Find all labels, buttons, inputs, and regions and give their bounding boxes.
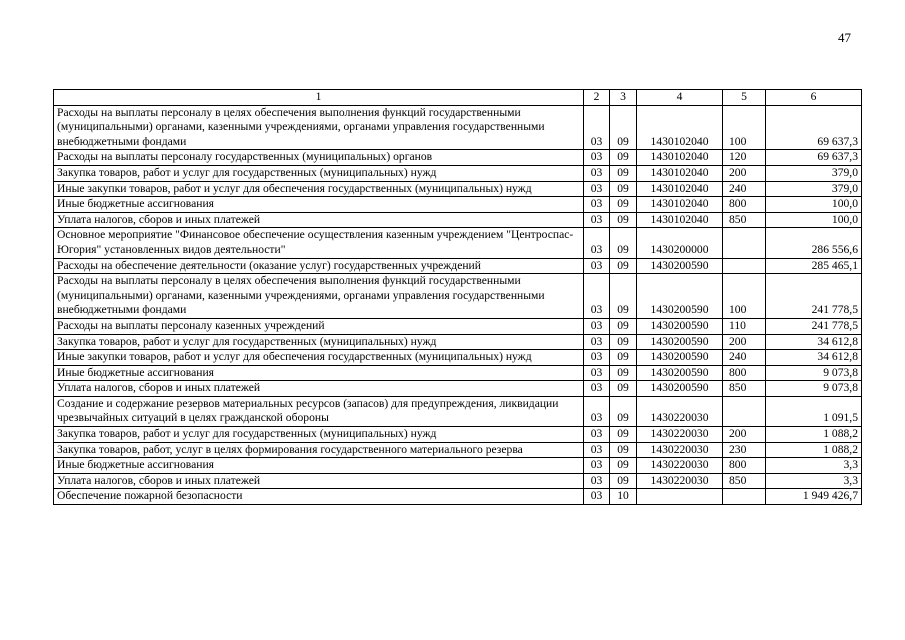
row-name-cell: Расходы на выплаты персоналу в целях обеспечения выполнения функций государственными (муниципальными) органами, казенными учреждениями, органами управления государственными внебюджетными фондами: [54, 105, 584, 150]
table-row: [54, 228, 862, 258]
row-amount-cell: 69 637,3: [766, 105, 862, 150]
row-section-cell: 03: [584, 197, 610, 213]
row-target-article-cell: 1430200000: [637, 228, 723, 258]
row-expense-type-cell: [723, 396, 766, 426]
row-expense-type-cell: 800: [723, 365, 766, 381]
row-expense-type-cell: [723, 228, 766, 258]
row-amount-cell: 69 637,3: [766, 150, 862, 166]
table-row: [54, 427, 862, 443]
header-row: [54, 90, 862, 106]
table-row: [54, 165, 862, 181]
row-subsection-cell: 09: [610, 442, 637, 458]
row-section-cell: 03: [584, 334, 610, 350]
table-row: [54, 350, 862, 366]
row-name-cell: Расходы на обеспечение деятельности (оказание услуг) государственных учреждений: [54, 258, 584, 274]
row-subsection-cell: 09: [610, 197, 637, 213]
row-target-article-cell: 1430220030: [637, 396, 723, 426]
row-amount-cell: 379,0: [766, 181, 862, 197]
row-section-cell: 03: [584, 181, 610, 197]
row-name-cell: Закупка товаров, работ и услуг для государственных (муниципальных) нужд: [54, 165, 584, 181]
table-row: [54, 318, 862, 334]
row-subsection-cell: 09: [610, 458, 637, 474]
page-number: 47: [838, 30, 851, 45]
row-name-cell: Закупка товаров, работ и услуг для государственных (муниципальных) нужд: [54, 427, 584, 443]
row-subsection-cell: 09: [610, 165, 637, 181]
row-amount-cell: 241 778,5: [766, 274, 862, 319]
row-amount-cell: 1 088,2: [766, 427, 862, 443]
table-row: [54, 197, 862, 213]
row-expense-type-cell: 240: [723, 350, 766, 366]
row-subsection-cell: 09: [610, 473, 637, 489]
row-subsection-cell: 09: [610, 427, 637, 443]
row-section-cell: 03: [584, 396, 610, 426]
row-amount-cell: 379,0: [766, 165, 862, 181]
row-target-article-cell: 1430102040: [637, 181, 723, 197]
table-body: [54, 105, 862, 504]
row-expense-type-cell: [723, 258, 766, 274]
row-expense-type-cell: 100: [723, 274, 766, 319]
row-amount-cell: 286 556,6: [766, 228, 862, 258]
table-row: [54, 365, 862, 381]
header-cell: 3: [610, 90, 637, 106]
row-expense-type-cell: 240: [723, 181, 766, 197]
row-expense-type-cell: 200: [723, 165, 766, 181]
budget-table: [53, 89, 862, 505]
row-expense-type-cell: 800: [723, 458, 766, 474]
row-subsection-cell: 09: [610, 334, 637, 350]
table-row: [54, 181, 862, 197]
row-target-article-cell: [637, 489, 723, 505]
row-amount-cell: 1 091,5: [766, 396, 862, 426]
row-expense-type-cell: 850: [723, 473, 766, 489]
row-name-cell: Расходы на выплаты персоналу государственных (муниципальных) органов: [54, 150, 584, 166]
row-subsection-cell: 09: [610, 181, 637, 197]
table-row: [54, 274, 862, 319]
row-section-cell: 03: [584, 258, 610, 274]
row-expense-type-cell: 120: [723, 150, 766, 166]
row-name-cell: Иные бюджетные ассигнования: [54, 458, 584, 474]
table-row: [54, 442, 862, 458]
row-amount-cell: 34 612,8: [766, 350, 862, 366]
row-expense-type-cell: [723, 489, 766, 505]
table-row: [54, 473, 862, 489]
row-subsection-cell: 09: [610, 318, 637, 334]
row-name-cell: Иные бюджетные ассигнования: [54, 197, 584, 213]
row-name-cell: Создание и содержание резервов материальных ресурсов (запасов) для предупреждения, ликвидации чрезвычайных ситуаций в целях гражданской обороны: [54, 396, 584, 426]
row-name-cell: Обеспечение пожарной безопасности: [54, 489, 584, 505]
row-name-cell: Иные закупки товаров, работ и услуг для обеспечения государственных (муниципальных) нужд: [54, 350, 584, 366]
row-target-article-cell: 1430102040: [637, 212, 723, 228]
row-section-cell: 03: [584, 212, 610, 228]
table-row: [54, 105, 862, 150]
row-target-article-cell: 1430200590: [637, 274, 723, 319]
row-amount-cell: 3,3: [766, 473, 862, 489]
header-cell: 1: [54, 90, 584, 106]
row-target-article-cell: 1430200590: [637, 318, 723, 334]
row-name-cell: Закупка товаров, работ, услуг в целях формирования государственного материального резерва: [54, 442, 584, 458]
row-expense-type-cell: 230: [723, 442, 766, 458]
row-section-cell: 03: [584, 165, 610, 181]
row-target-article-cell: 1430102040: [637, 105, 723, 150]
row-amount-cell: 241 778,5: [766, 318, 862, 334]
row-section-cell: 03: [584, 105, 610, 150]
row-name-cell: Закупка товаров, работ и услуг для государственных (муниципальных) нужд: [54, 334, 584, 350]
row-section-cell: 03: [584, 318, 610, 334]
row-expense-type-cell: 200: [723, 334, 766, 350]
row-section-cell: 03: [584, 365, 610, 381]
row-amount-cell: 9 073,8: [766, 365, 862, 381]
table-row: [54, 489, 862, 505]
row-name-cell: Расходы на выплаты персоналу в целях обеспечения выполнения функций государственными (муниципальными) органами, казенными учреждениями, органами управления государственными внебюджетными фондами: [54, 274, 584, 319]
row-subsection-cell: 09: [610, 105, 637, 150]
header-cell: 4: [637, 90, 723, 106]
row-amount-cell: 285 465,1: [766, 258, 862, 274]
row-expense-type-cell: 850: [723, 381, 766, 397]
row-name-cell: Уплата налогов, сборов и иных платежей: [54, 212, 584, 228]
row-expense-type-cell: 800: [723, 197, 766, 213]
row-section-cell: 03: [584, 458, 610, 474]
row-section-cell: 03: [584, 274, 610, 319]
row-target-article-cell: 1430102040: [637, 150, 723, 166]
row-subsection-cell: 09: [610, 228, 637, 258]
row-section-cell: 03: [584, 442, 610, 458]
row-expense-type-cell: 110: [723, 318, 766, 334]
row-section-cell: 03: [584, 150, 610, 166]
header-cell: 6: [766, 90, 862, 106]
row-subsection-cell: 09: [610, 150, 637, 166]
row-subsection-cell: 09: [610, 365, 637, 381]
row-expense-type-cell: 100: [723, 105, 766, 150]
row-name-cell: Иные бюджетные ассигнования: [54, 365, 584, 381]
row-target-article-cell: 1430102040: [637, 165, 723, 181]
row-amount-cell: 9 073,8: [766, 381, 862, 397]
row-subsection-cell: 09: [610, 274, 637, 319]
row-target-article-cell: 1430200590: [637, 381, 723, 397]
row-section-cell: 03: [584, 381, 610, 397]
row-expense-type-cell: 850: [723, 212, 766, 228]
row-section-cell: 03: [584, 350, 610, 366]
row-amount-cell: 1 949 426,7: [766, 489, 862, 505]
table-row: [54, 150, 862, 166]
row-name-cell: Уплата налогов, сборов и иных платежей: [54, 473, 584, 489]
row-target-article-cell: 1430102040: [637, 197, 723, 213]
row-amount-cell: 3,3: [766, 458, 862, 474]
table-row: [54, 396, 862, 426]
table-row: [54, 212, 862, 228]
row-amount-cell: 34 612,8: [766, 334, 862, 350]
row-amount-cell: 100,0: [766, 197, 862, 213]
row-subsection-cell: 09: [610, 381, 637, 397]
row-section-cell: 03: [584, 489, 610, 505]
row-name-cell: Иные закупки товаров, работ и услуг для обеспечения государственных (муниципальных) нужд: [54, 181, 584, 197]
table-row: [54, 334, 862, 350]
table-row: [54, 381, 862, 397]
row-section-cell: 03: [584, 427, 610, 443]
row-subsection-cell: 09: [610, 258, 637, 274]
row-target-article-cell: 1430220030: [637, 473, 723, 489]
row-section-cell: 03: [584, 228, 610, 258]
row-amount-cell: 1 088,2: [766, 442, 862, 458]
header-cell: 2: [584, 90, 610, 106]
row-target-article-cell: 1430200590: [637, 350, 723, 366]
row-amount-cell: 100,0: [766, 212, 862, 228]
table-row: [54, 458, 862, 474]
row-expense-type-cell: 200: [723, 427, 766, 443]
row-name-cell: Уплата налогов, сборов и иных платежей: [54, 381, 584, 397]
row-subsection-cell: 09: [610, 396, 637, 426]
row-target-article-cell: 1430200590: [637, 334, 723, 350]
row-target-article-cell: 1430200590: [637, 258, 723, 274]
table-row: [54, 258, 862, 274]
row-section-cell: 03: [584, 473, 610, 489]
row-subsection-cell: 10: [610, 489, 637, 505]
row-name-cell: Расходы на выплаты персоналу казенных учреждений: [54, 318, 584, 334]
row-subsection-cell: 09: [610, 350, 637, 366]
row-subsection-cell: 09: [610, 212, 637, 228]
row-target-article-cell: 1430220030: [637, 427, 723, 443]
row-target-article-cell: 1430220030: [637, 458, 723, 474]
header-cell: 5: [723, 90, 766, 106]
row-target-article-cell: 1430220030: [637, 442, 723, 458]
row-target-article-cell: 1430200590: [637, 365, 723, 381]
row-name-cell: Основное мероприятие "Финансовое обеспечение осуществления казенным учреждением "Центроспас-Югория" установленных видов деятельности": [54, 228, 584, 258]
